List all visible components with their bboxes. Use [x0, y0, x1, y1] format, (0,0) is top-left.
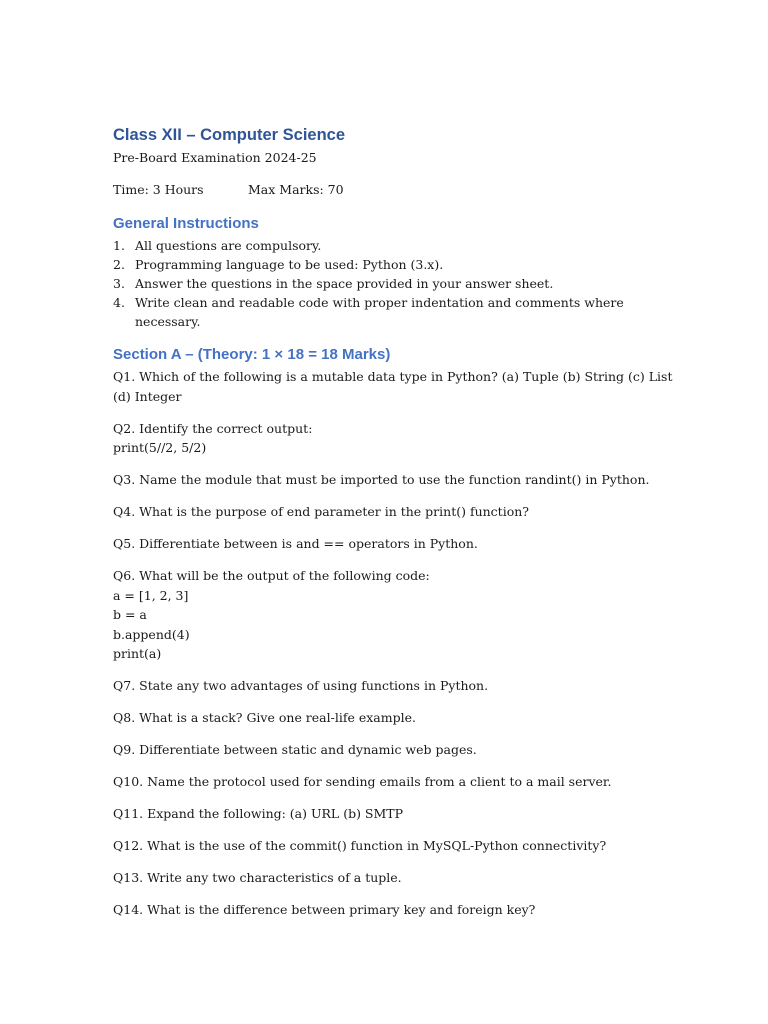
- question-14: [113, 900, 673, 920]
- instruction-number: 2.: [113, 257, 125, 272]
- question-7: [113, 676, 673, 696]
- exam-time: Time: 3 Hours: [113, 182, 204, 197]
- instruction-text: Answer the questions in the space provided in your answer sheet.: [135, 276, 554, 291]
- question-1: [113, 367, 673, 406]
- question-10: [113, 772, 673, 792]
- question-line: Q14. What is the difference between primary key and foreign key?: [113, 902, 536, 917]
- document-content: [113, 124, 673, 920]
- instruction-item: [113, 236, 673, 255]
- question-line: Q5. Differentiate between is and == operators in Python.: [113, 536, 478, 551]
- question-13: [113, 868, 673, 888]
- code-line: a = [1, 2, 3]: [113, 587, 189, 603]
- question-line: Q10. Name the protocol used for sending emails from a client to a mail server.: [113, 774, 612, 789]
- question-11: [113, 804, 673, 824]
- question-line: Q6. What will be the output of the following code:: [113, 568, 430, 583]
- question-4: [113, 502, 673, 522]
- exam-meta: [113, 180, 673, 199]
- instruction-number: 1.: [113, 238, 125, 253]
- question-line: Q7. State any two advantages of using functions in Python.: [113, 678, 489, 693]
- question-12: [113, 836, 673, 856]
- question-line: Q12. What is the use of the commit() function in MySQL-Python connectivity?: [113, 838, 607, 853]
- question-9: [113, 740, 673, 760]
- instructions-list: [113, 236, 673, 331]
- instruction-item: [113, 293, 673, 331]
- section-a-heading: Section A – (Theory: 1 × 18 = 18 Marks): [113, 346, 391, 363]
- question-3: [113, 470, 673, 490]
- question-line: Q1. Which of the following is a mutable data type in Python? (a) Tuple (b) String (c) List (d) Integer: [113, 369, 673, 404]
- instruction-number: 4.: [113, 295, 125, 310]
- code-line: print(a): [113, 646, 162, 661]
- question-2: [113, 419, 673, 458]
- instructions-heading: General Instructions: [113, 215, 259, 232]
- question-line: Q8. What is a stack? Give one real-life example.: [113, 710, 416, 725]
- question-line: Q11. Expand the following: (a) URL (b) SMTP: [113, 806, 404, 821]
- code-line: b.append(4): [113, 626, 190, 642]
- question-line: Q4. What is the purpose of end parameter in the print() function?: [113, 504, 529, 519]
- instruction-item: [113, 255, 673, 274]
- question-5: [113, 534, 673, 554]
- question-line: Q2. Identify the correct output:: [113, 420, 313, 436]
- instruction-text: Write clean and readable code with proper indentation and comments where necessary.: [135, 295, 624, 329]
- question-line: Q9. Differentiate between static and dynamic web pages.: [113, 742, 477, 757]
- instruction-text: All questions are compulsory.: [135, 238, 322, 253]
- question-line: Q13. Write any two characteristics of a tuple.: [113, 870, 402, 885]
- code-line: print(5//2, 5/2): [113, 440, 207, 455]
- question-8: [113, 708, 673, 728]
- exam-subtitle: Pre-Board Examination 2024-25: [113, 150, 317, 165]
- exam-max-marks: Max Marks: 70: [248, 182, 344, 197]
- question-6: [113, 566, 673, 664]
- instruction-item: [113, 274, 673, 293]
- instruction-text: Programming language to be used: Python (3.x).: [135, 257, 444, 272]
- code-line: b = a: [113, 607, 147, 622]
- question-line: Q3. Name the module that must be imported to use the function randint() in Python.: [113, 472, 650, 487]
- instruction-number: 3.: [113, 276, 125, 291]
- document-title: Class XII – Computer Science: [113, 126, 346, 144]
